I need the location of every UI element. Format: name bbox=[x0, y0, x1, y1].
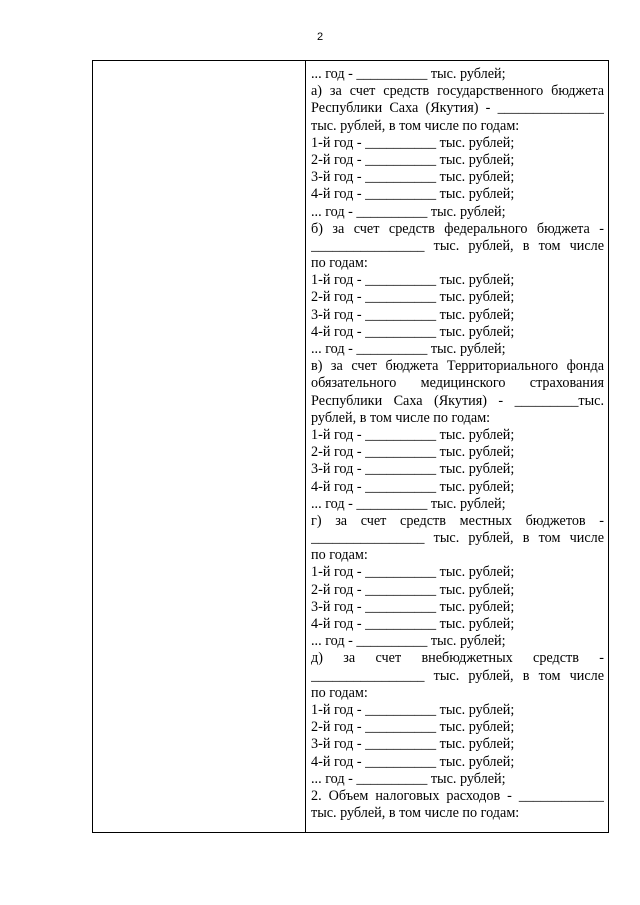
text-line: б) за счет средств федерального бюджета - bbox=[311, 220, 604, 237]
text-line: 2-й год - __________ тыс. рублей; bbox=[311, 444, 515, 461]
text-line: ... год - __________ тыс. рублей; bbox=[311, 341, 506, 357]
text-line: ________________ тыс. рублей, в том числе bbox=[311, 237, 604, 254]
text-line: 1-й год - __________ тыс. рублей; bbox=[311, 426, 515, 443]
page-number: 2 bbox=[316, 31, 324, 43]
text-line: 2-й год - __________ тыс. рублей; bbox=[311, 289, 515, 306]
text-line: Республики Саха (Якутия) - _________тыс. bbox=[311, 392, 604, 409]
text-line: по годам: bbox=[311, 547, 368, 564]
text-line: ... год - __________ тыс. рублей; bbox=[311, 633, 506, 650]
text-line: ... год - __________ тыс. рублей; bbox=[311, 770, 506, 787]
text-line: ... год - __________ тыс. рублей; bbox=[311, 203, 506, 220]
text-line: 1-й год - __________ тыс. рублей; bbox=[311, 701, 515, 718]
text-line: 1-й год - __________ тыс. рублей; bbox=[311, 134, 515, 151]
text-line: 2. Объем налоговых расходов - ____________ bbox=[311, 787, 604, 804]
text-line: 4-й год - __________ тыс. рублей; bbox=[311, 186, 515, 203]
table-right-cell bbox=[306, 61, 608, 832]
text-line: по годам: bbox=[311, 684, 368, 701]
text-line: рублей, в том числе по годам: bbox=[311, 409, 491, 426]
text-line: 3-й год - __________ тыс. рублей; bbox=[311, 598, 515, 615]
text-line: Республики Саха (Якутия) - _______________ bbox=[311, 100, 604, 117]
text-line: 2-й год - __________ тыс. рублей; bbox=[311, 719, 515, 736]
text-line: 4-й год - __________ тыс. рублей; bbox=[311, 478, 515, 495]
text-line: 4-й год - __________ тыс. рублей; bbox=[311, 616, 515, 632]
text-line: тыс. рублей, в том числе по годам: bbox=[311, 117, 520, 134]
text-line: 1-й год - __________ тыс. рублей; bbox=[311, 272, 515, 289]
table-left-cell bbox=[93, 61, 306, 832]
text-line: 4-й год - __________ тыс. рублей; bbox=[311, 323, 515, 340]
text-line: ... год - __________ тыс. рублей; bbox=[311, 495, 506, 512]
text-line: 1-й год - __________ тыс. рублей; bbox=[311, 564, 515, 581]
text-line: г) за счет средств местных бюджетов - bbox=[311, 512, 604, 529]
text-line: 3-й год - __________ тыс. рублей; bbox=[311, 306, 515, 323]
text-line: 3-й год - __________ тыс. рублей; bbox=[311, 461, 515, 478]
document-table bbox=[92, 60, 609, 833]
text-line: 2-й год - __________ тыс. рублей; bbox=[311, 581, 515, 598]
text-line: по годам: bbox=[311, 255, 368, 272]
text-line: д) за счет внебюджетных средств - bbox=[311, 650, 604, 667]
text-line: тыс. рублей, в том числе по годам: bbox=[311, 805, 520, 822]
text-line: а) за счет средств государственного бюджета bbox=[311, 83, 604, 100]
text-line: 2-й год - __________ тыс. рублей; bbox=[311, 151, 515, 168]
text-line: ________________ тыс. рублей, в том числе bbox=[311, 530, 604, 547]
text-line: ... год - __________ тыс. рублей; bbox=[311, 66, 506, 82]
text-line: в) за счет бюджета Территориального фонда bbox=[311, 358, 604, 375]
text-line: обязательного медицинского страхования bbox=[311, 375, 604, 392]
text-line: 4-й год - __________ тыс. рублей; bbox=[311, 753, 515, 770]
text-line: 3-й год - __________ тыс. рублей; bbox=[311, 169, 515, 186]
text-line: 3-й год - __________ тыс. рублей; bbox=[311, 736, 515, 753]
text-line: ________________ тыс. рублей, в том числе bbox=[311, 667, 604, 684]
